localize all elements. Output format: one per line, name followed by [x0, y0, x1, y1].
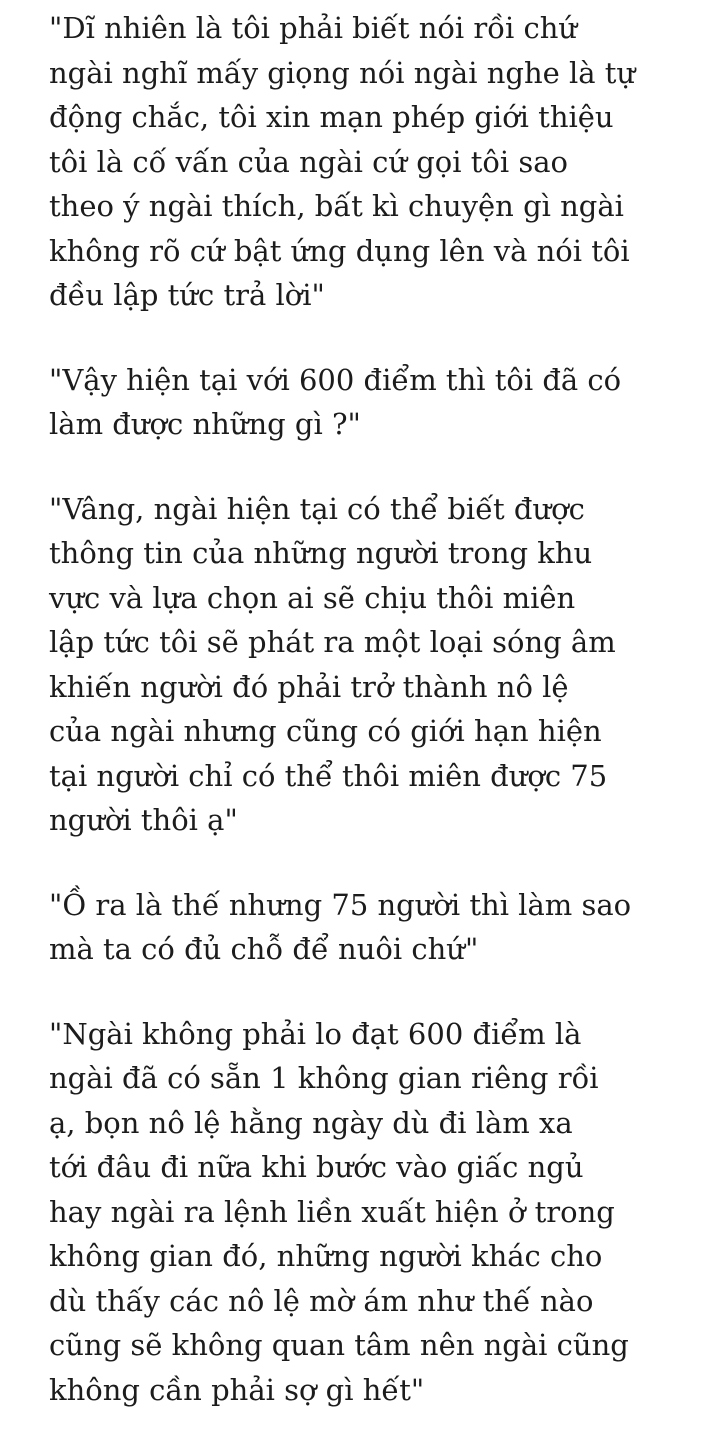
text-line: khiến người đó phải trở thành nô lệ [49, 669, 569, 704]
text-line: không gian đó, những người khác cho [49, 1239, 603, 1273]
text-line: "Dĩ nhiên là tôi phải biết nói rồi chứ [49, 11, 578, 45]
text-line: cũng sẽ không quan tâm nên ngài cũng [49, 1328, 629, 1362]
text-line: người thôi ạ" [49, 803, 238, 837]
text-line: ngài đã có sẵn 1 không gian riêng rồi [49, 1061, 599, 1095]
dialogue-paragraph [49, 6, 680, 318]
text-line: đều lập tức trả lời" [49, 278, 325, 312]
text-line: của ngài nhưng cũng có giới hạn hiện [49, 714, 602, 748]
text-line: "Vâng, ngài hiện tại có thể biết được [49, 491, 585, 526]
text-line: không cần phải sợ gì hết" [49, 1372, 425, 1407]
text-line: ngài nghĩ mấy giọng nói ngài nghe là tự [49, 55, 636, 90]
text-line: tôi là cố vấn của ngài cứ gọi tôi sao [49, 144, 568, 179]
story-text [49, 6, 680, 1412]
text-line: vực và lựa chọn ai sẽ chịu thôi miên [49, 580, 576, 615]
dialogue-paragraph [49, 487, 680, 843]
text-line: động chắc, tôi xin mạn phép giới thiệu [49, 100, 614, 134]
dialogue-paragraph [49, 1012, 680, 1413]
text-line: mà ta có đủ chỗ để nuôi chứ" [49, 932, 479, 966]
text-line: dù thấy các nô lệ mờ ám như thế nào [49, 1283, 594, 1318]
text-line: thông tin của những người trong khu [49, 536, 593, 570]
text-line: ạ, bọn nô lệ hằng ngày dù đi làm xa [49, 1105, 573, 1140]
text-line: theo ý ngài thích, bất kì chuyện gì ngài [49, 189, 624, 223]
text-line: tại người chỉ có thể thôi miên được 75 [49, 758, 608, 793]
text-line: lập tức tôi sẽ phát ra một loại sóng âm [49, 625, 616, 659]
text-line: không rõ cứ bật ứng dụng lên và nói tôi [49, 233, 630, 268]
text-line: "Vậy hiện tại với 600 điểm thì tôi đã có [49, 362, 622, 397]
text-line: "Ồ ra là thế nhưng 75 người thì làm sao [49, 887, 632, 922]
text-line: hay ngài ra lệnh liền xuất hiện ở trong [49, 1194, 615, 1229]
text-line: làm được những gì ?" [49, 407, 361, 441]
text-line: "Ngài không phải lo đạt 600 điểm là [49, 1016, 582, 1051]
dialogue-paragraph [49, 358, 680, 447]
text-line: tới đâu đi nữa khi bước vào giấc ngủ [49, 1150, 584, 1184]
dialogue-paragraph [49, 883, 680, 972]
